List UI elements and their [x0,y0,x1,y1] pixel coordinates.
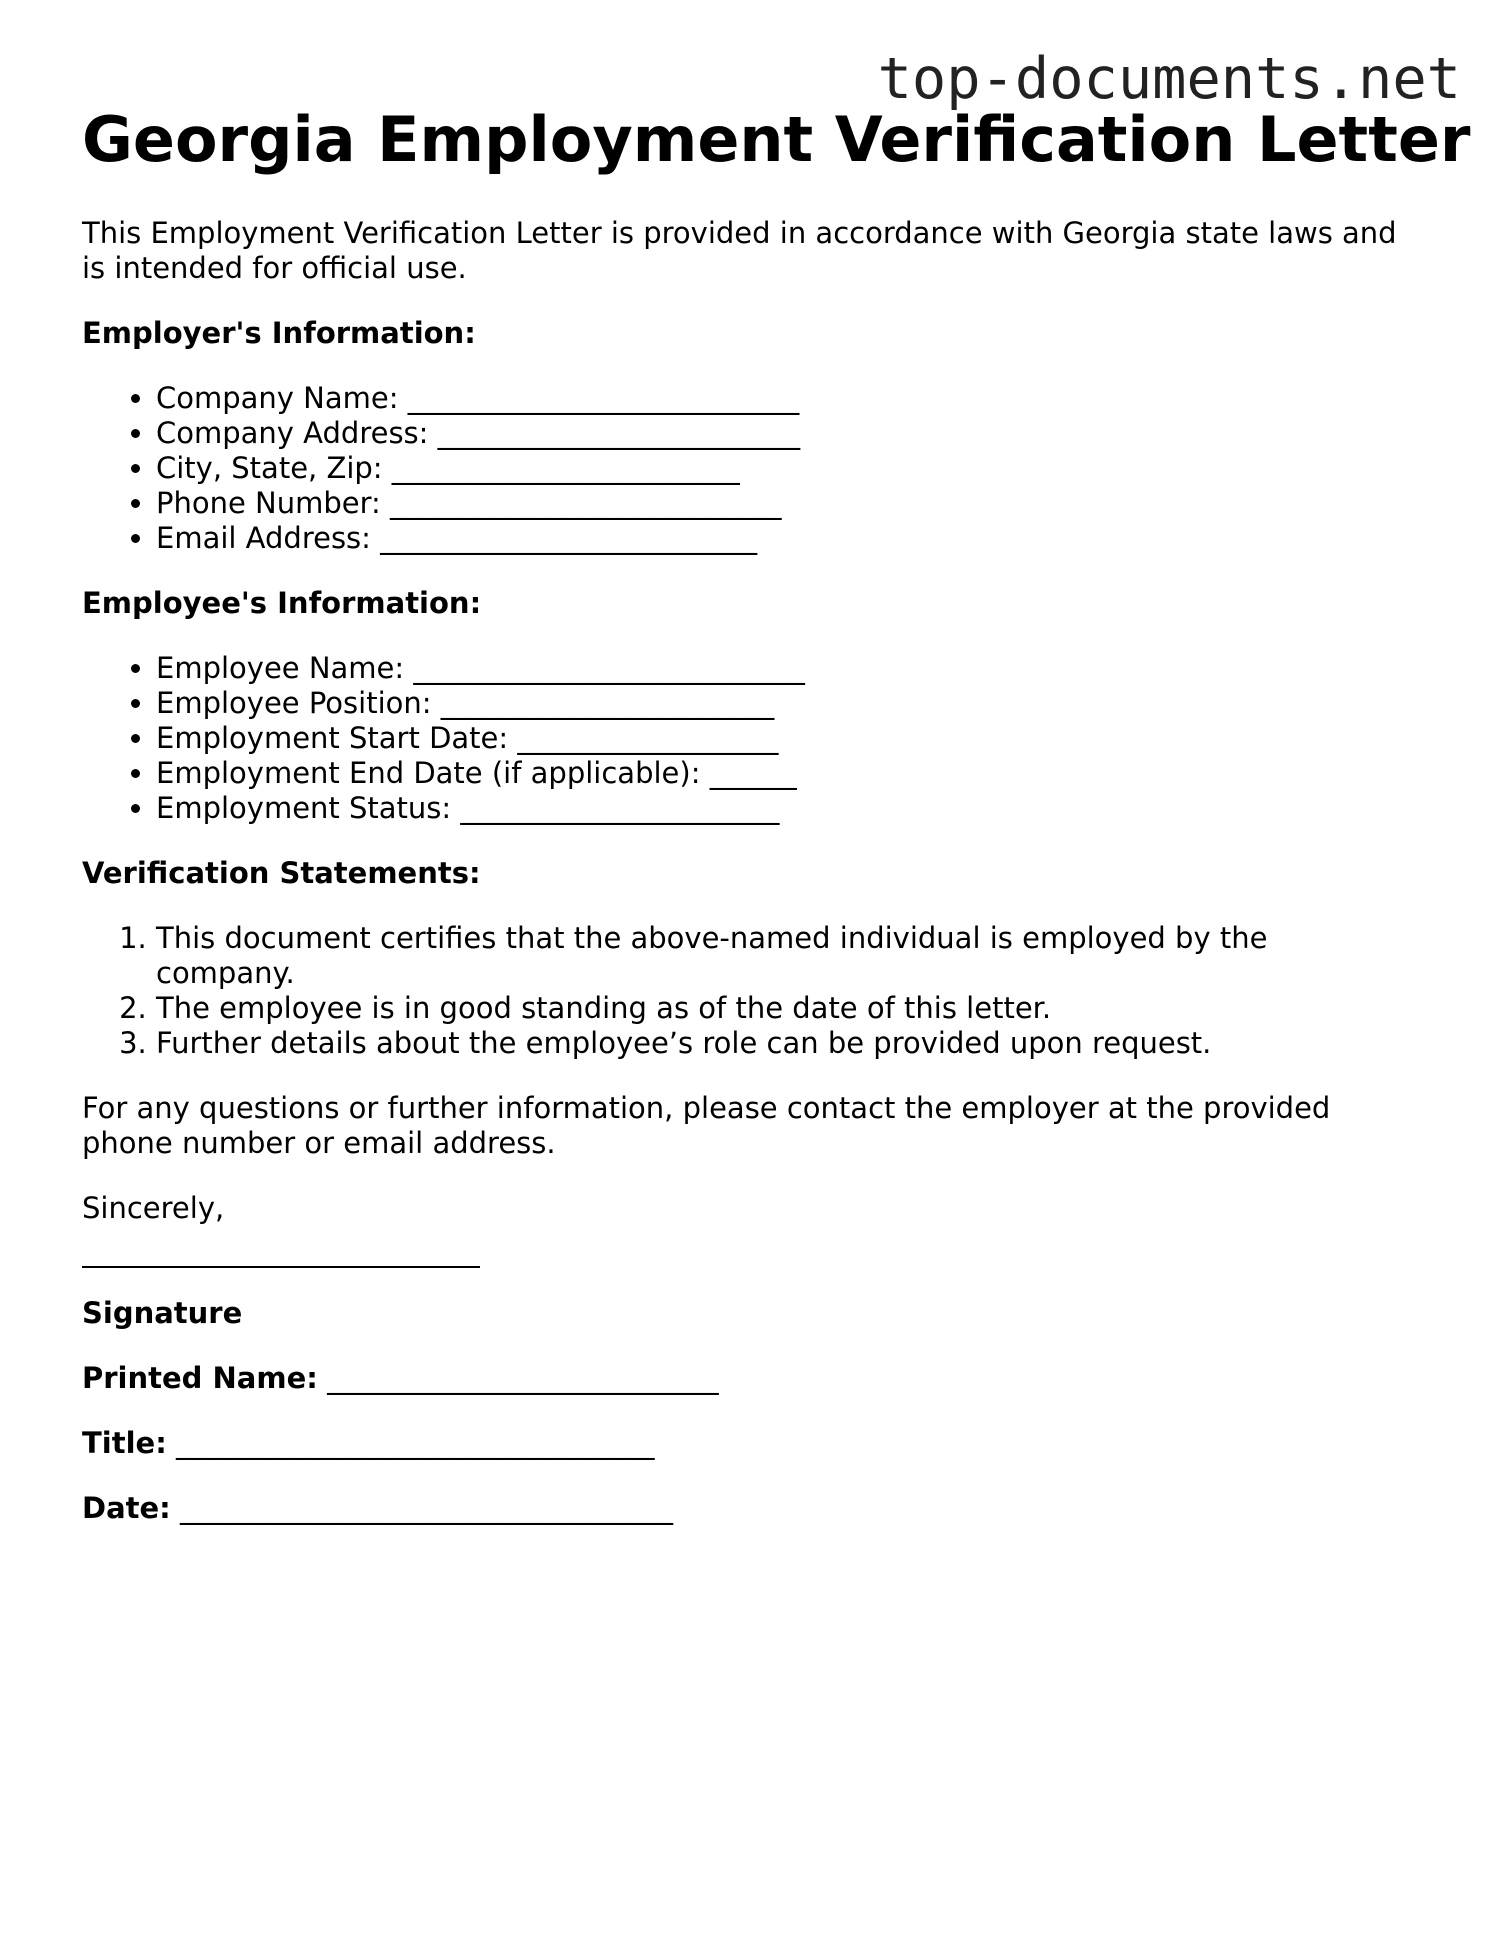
phone-number-field: • Phone Number: ___________________________ [156,486,1422,521]
company-address-field: • Company Address: _________________________ [156,416,1422,451]
employee-name-field: • Employee Name: ___________________________ [156,651,1422,686]
intro-paragraph: This Employment Verification Letter is provided in accordance with Georgia state laws and is intended for official use. [82,216,1397,285]
date-label: Date: [82,1491,171,1525]
date-row [82,1491,1422,1526]
employer-info-list [82,381,1422,556]
employee-info-list [82,651,1422,826]
page-title: Georgia Employment Verification Letter [82,103,1471,176]
date-blank: __________________________________ [180,1491,673,1525]
verification-statement: 1. This document certifies that the above-named individual is employed by the company. [156,921,1396,991]
employee-section-heading: Employee's Information: [82,586,482,620]
title-blank: _________________________________ [176,1426,655,1460]
employment-end-date-field: • Employment End Date (if applicable): ______ [156,756,1422,791]
sincerely-text: Sincerely, [82,1191,225,1225]
printed-name-label: Printed Name: [82,1361,318,1395]
watermark: top-documents.net [877,46,1461,112]
signature-label: Signature [82,1296,243,1330]
document-page [82,103,1471,1526]
title-row [82,1426,1422,1461]
signature-line [82,1266,480,1268]
verification-statements-list [82,921,1396,1061]
company-name-field: • Company Name: ___________________________ [156,381,1422,416]
closing-paragraph: For any questions or further information, please contact the employer at the provided phone number or email address. [82,1091,1331,1160]
printed-name-blank: ___________________________ [327,1361,719,1395]
title-label: Title: [82,1426,167,1460]
email-address-field: • Email Address: __________________________ [156,521,1422,556]
verification-statement: 3. Further details about the employee’s role can be provided upon request. [156,1026,1396,1061]
verification-statement: 2. The employee is in good standing as of the date of this letter. [156,991,1396,1026]
verification-section-heading: Verification Statements: [82,856,481,890]
city-state-zip-field: • City, State, Zip: ________________________ [156,451,1422,486]
employee-position-field: • Employee Position: _______________________ [156,686,1422,721]
employer-section-heading: Employer's Information: [82,316,476,350]
printed-name-row [82,1361,1422,1396]
employment-status-field: • Employment Status: ______________________ [156,791,1422,826]
employment-start-date-field: • Employment Start Date: __________________ [156,721,1422,756]
